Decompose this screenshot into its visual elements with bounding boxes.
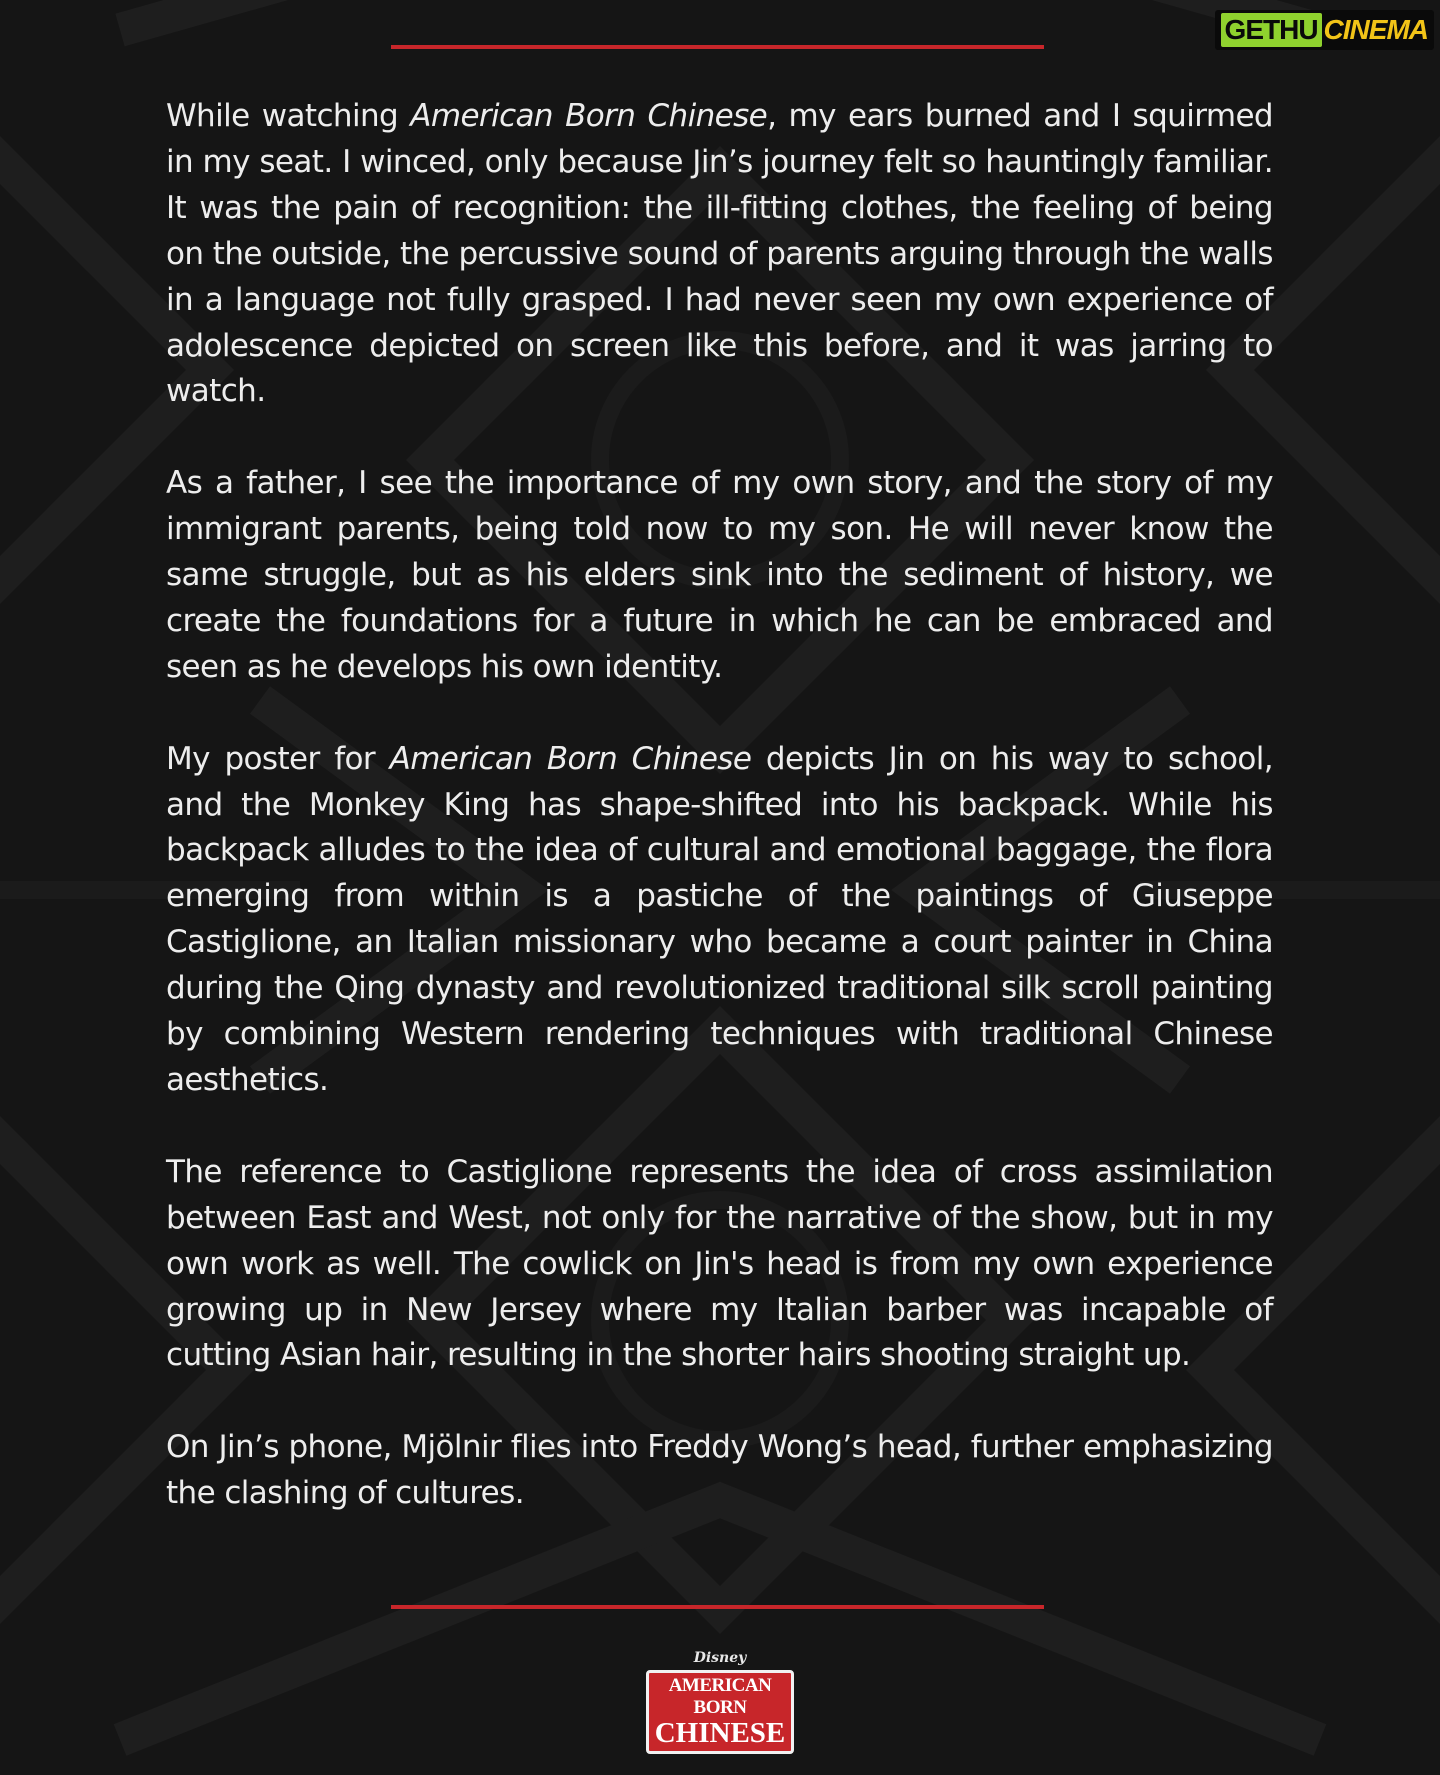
watermark-logo [1215,10,1434,50]
paragraph-1-after: , my ears burned and I squirmed in my seat. I winced, only because Jin’s journey felt so hauntingly familiar. It was the pain of recognition: the ill-fitting clothes, the feeling of being on the outside, the percussive sound of parents arguing through the walls in a language not fully grasped. I had never seen my own experience of adolescence depicted on screen like this before, and it was jarring to watch. [166,98,1273,410]
top-divider [391,45,1044,49]
show-title: American Born Chinese [389,740,752,777]
watermark-part1: GETHU [1221,13,1322,47]
disney-logo: Disney [693,1650,747,1666]
paragraph-1 [166,94,1273,415]
article-body [166,94,1273,1517]
bottom-divider [391,1605,1044,1609]
show-title: American Born Chinese [410,98,768,134]
logo-line-1: AMERICAN BORN [668,1675,772,1718]
paragraph-3-after: depicts Jin on his way to school, and the Monkey King has shape-shifted into his backpack. While his backpack alludes to the idea of cultural and emotional baggage, the flora emerging from within is a pastiche of the paintings of Giuseppe Castiglione, an Italian missionary who became a court painter in China during the Qing dynasty and revolutionized traditional silk scroll painting by combining Western rendering techniques with traditional Chinese aesthetics. [166,740,1273,1098]
paragraph-4: The reference to Castiglione represents the idea of cross assimilation between East and West, not only for the narrative of the show, but in my own work as well. The cowlick on Jin's head is from my own experience growing up in New Jersey where my Italian barber was incapable of cutting Asian hair, resulting in the shorter hairs shooting straight up. [166,1153,1273,1374]
show-title-logo [646,1670,794,1754]
watermark-part2: CINEMA [1323,14,1428,45]
paragraph-5: On Jin’s phone, Mjölnir flies into Freddy Wong’s head, further emphasizing the clashing of cultures. [166,1429,1273,1512]
show-logo [645,1650,795,1754]
paragraph-3 [166,737,1273,1104]
paragraph-3-before: My poster for [166,740,390,777]
paragraph-2: As a father, I see the importance of my own story, and the story of my immigrant parents, being told now to my son. He will never know the same struggle, but as his elders sink into the sediment of history, we create the foundations for a future in which he can be embraced and seen as he develops his own identity. [166,465,1273,685]
paragraph-1-before: While watching [166,98,411,134]
logo-line-2: CHINESE [654,1717,786,1749]
